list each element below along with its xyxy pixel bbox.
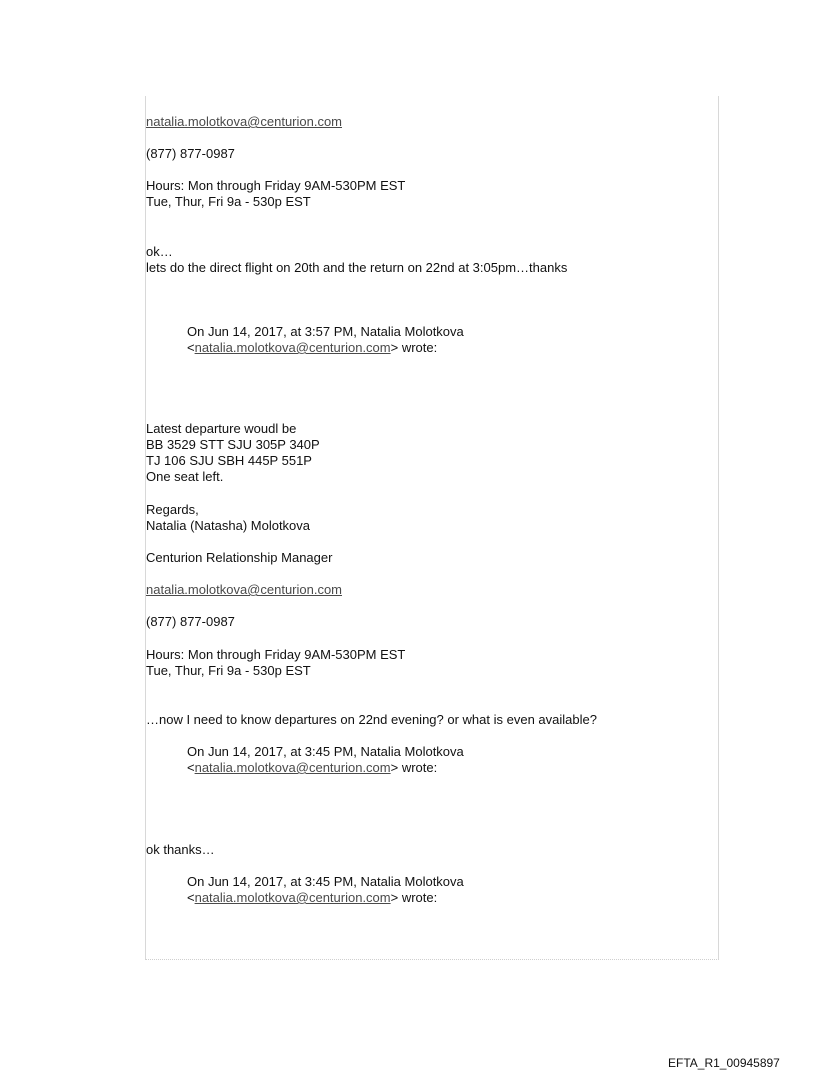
quote-wrote: > wrote:	[390, 340, 438, 355]
quote-header-email-line	[187, 890, 437, 905]
reply-text: ok thanks…	[146, 842, 215, 857]
phone-number: (877) 877-0987	[146, 614, 235, 629]
hours-line: Hours: Mon through Friday 9AM-530PM EST	[146, 647, 406, 662]
hours-line: Tue, Thur, Fri 9a - 530p EST	[146, 663, 311, 678]
document-id: EFTA_R1_00945897	[668, 1056, 780, 1070]
quote-header-email-line	[187, 760, 437, 775]
signature-name: Natalia (Natasha) Molotkova	[146, 518, 311, 533]
quote-email-link[interactable]: natalia.molotkova@centurion.com	[194, 340, 391, 355]
flight-line: BB 3529 STT SJU 305P 340P	[146, 437, 320, 452]
contact-email-link[interactable]: natalia.molotkova@centurion.com	[146, 114, 343, 129]
reply-text: lets do the direct flight on 20th and the return on 22nd at 3:05pm…thanks	[146, 260, 568, 275]
quote-wrote: > wrote:	[390, 890, 438, 905]
reply-text: ok…	[146, 244, 173, 259]
quote-lt: <	[187, 760, 195, 775]
quote-header: On Jun 14, 2017, at 3:57 PM, Natalia Molotkova	[187, 324, 464, 339]
contact-email-link[interactable]: natalia.molotkova@centurion.com	[146, 582, 343, 597]
quote-header: On Jun 14, 2017, at 3:45 PM, Natalia Molotkova	[187, 874, 464, 889]
quote-lt: <	[187, 890, 195, 905]
quote-lt: <	[187, 340, 195, 355]
quote-email-link[interactable]: natalia.molotkova@centurion.com	[194, 890, 391, 905]
flight-line: TJ 106 SJU SBH 445P 551P	[146, 453, 312, 468]
hours-line: Hours: Mon through Friday 9AM-530PM EST	[146, 178, 406, 193]
quote-header-email-line	[187, 340, 437, 355]
phone-number: (877) 877-0987	[146, 146, 235, 161]
signature-title: Centurion Relationship Manager	[146, 550, 333, 565]
reply-text: …now I need to know departures on 22nd evening? or what is even available?	[146, 712, 597, 727]
regards-text: Regards,	[146, 502, 199, 517]
message-line: One seat left.	[146, 469, 224, 484]
quote-wrote: > wrote:	[390, 760, 438, 775]
quote-header: On Jun 14, 2017, at 3:45 PM, Natalia Molotkova	[187, 744, 464, 759]
message-line: Latest departure woudl be	[146, 421, 297, 436]
hours-line: Tue, Thur, Fri 9a - 530p EST	[146, 194, 311, 209]
quote-email-link[interactable]: natalia.molotkova@centurion.com	[194, 760, 391, 775]
